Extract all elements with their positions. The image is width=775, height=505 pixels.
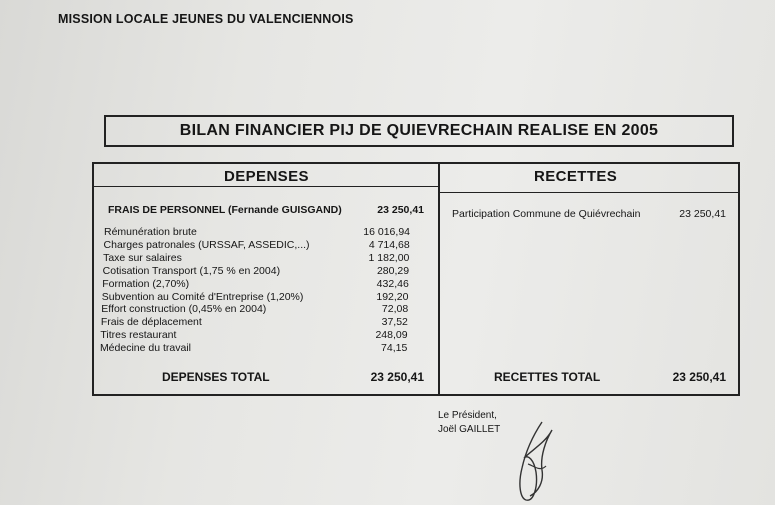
- handwritten-signature: [512, 420, 558, 502]
- expense-item-label: Frais de déplacement: [100, 316, 202, 329]
- expense-item-label: Charges patronales (URSSAF, ASSEDIC,...): [103, 238, 310, 251]
- expense-item-label: Titres restaurant: [100, 329, 177, 342]
- depenses-header: DEPENSES: [224, 168, 309, 185]
- signature-role: Le Président,: [438, 410, 497, 421]
- personnel-label: FRAIS DE PERSONNEL (Fernande GUISGAND): [108, 204, 342, 216]
- recettes-header-rule: [440, 192, 738, 193]
- depenses-header-rule: [94, 186, 438, 187]
- expense-item-amount: 72,08: [381, 303, 409, 316]
- expense-item-amount: 192,20: [376, 290, 409, 303]
- recettes-header: RECETTES: [534, 168, 618, 185]
- recettes-total-label: RECETTES TOTAL: [494, 370, 601, 384]
- expense-item-amount: 37,52: [381, 316, 408, 329]
- recettes-total-amount: 23 250,41: [672, 370, 726, 384]
- participation-amount: 23 250,41: [679, 208, 726, 220]
- financial-table: [92, 162, 740, 396]
- expense-item-amount: 74,15: [381, 342, 408, 355]
- depenses-total-amount: 23 250,41: [370, 370, 424, 384]
- personnel-amount: 23 250,41: [377, 204, 424, 216]
- expense-item-amount: 1 182,00: [368, 251, 410, 264]
- expense-item-label: Taxe sur salaires: [103, 251, 182, 264]
- expense-item-label: Cotisation Transport (1,75 % en 2004): [102, 264, 281, 277]
- document-title-text: BILAN FINANCIER PIJ DE QUIEVRECHAIN REALISE EN 2005: [179, 122, 659, 139]
- expense-item-label: Subvention au Comité d'Entreprise (1,20%): [101, 290, 304, 303]
- expense-item-amount: 432,46: [376, 277, 409, 290]
- expense-item-amount: 280,29: [376, 264, 410, 277]
- expense-item-label: Médecine du travail: [99, 342, 191, 355]
- depenses-total-label: DEPENSES TOTAL: [162, 370, 270, 384]
- expense-item-amount: 248,09: [375, 329, 408, 342]
- expense-item-amount: 16 016,94: [363, 226, 410, 238]
- expense-item-amount: 4 714,68: [368, 238, 410, 251]
- expense-item-label: Effort construction (0,45% en 2004): [101, 303, 267, 316]
- document-title: [104, 115, 734, 147]
- column-divider: [438, 164, 440, 394]
- organization-name: MISSION LOCALE JEUNES DU VALENCIENNOIS: [58, 12, 354, 26]
- expense-item-label: Rémunération brute: [104, 226, 197, 238]
- signature-name: Joël GAILLET: [438, 424, 501, 435]
- expense-item-label: Formation (2,70%): [102, 277, 190, 290]
- participation-label: Participation Commune de Quiévrechain: [452, 208, 641, 220]
